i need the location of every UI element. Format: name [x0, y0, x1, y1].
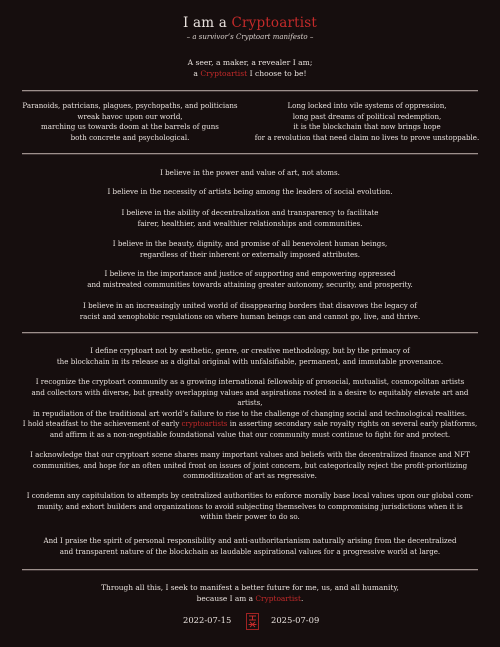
statement-condemn [22, 491, 478, 523]
statement-line: I recognize the cryptoart community as a growing international fellowship of prosocial, mutualist, cosmopolitan artists [35, 377, 465, 386]
intro-line-2 [0, 68, 500, 79]
belief-line: I believe in the necessity of artists being among the leaders of social evolution. [107, 187, 393, 196]
statement-line: And I praise the spirit of personal responsibility and anti-authoritarianism naturally arising from the decentralized [43, 536, 457, 545]
statement-define [30, 346, 470, 367]
belief-line: I believe in the beauty, dignity, and promise of all benevolent human beings, [112, 239, 388, 248]
divider [22, 153, 478, 155]
title-prefix: I am a [182, 15, 232, 31]
statement-line: and transparent nature of the blockchain as laudable aspirational values for a progressive world at large. [59, 546, 441, 556]
statement-line: and affirm it as a non-negotiable foundational value that our community must continue to fight for and protect. [49, 429, 451, 439]
left-verse-line: marching us towards doom at the barrels of guns [41, 122, 219, 132]
page-title [0, 15, 500, 31]
statement-acknowledge [22, 450, 478, 482]
belief-line: I believe in the ability of decentralization and transparency to facilitate [121, 208, 379, 217]
statement-line: and collectors with diverse, but greatly overlapping values and aspirations rooted in a desire to equitably elevate art and artists, [31, 387, 469, 408]
belief-empowering-oppressed [30, 269, 470, 290]
statement-line: within their power to do so. [200, 512, 300, 522]
belief-art-value [30, 168, 470, 179]
belief-line: and mistreated communities towards attaining greater autonomy, security, and prosperity. [87, 279, 413, 289]
statement-line: I acknowledge that our cryptoart scene shares many important values and beliefs with the decentralized finance and NFT [30, 450, 470, 459]
closing-text: . [300, 594, 304, 603]
red-seal-stamp-icon [246, 613, 259, 630]
closing-line-1: Through all this, I seek to manifest a better future for me, us, and all humanity, [101, 583, 399, 592]
belief-line: racist and xenophobic regulations on where human beings can and cannot go, live, and thrive. [79, 311, 421, 321]
right-verse-line: it is the blockchain that now brings hope [293, 122, 441, 132]
left-verse-line: Paranoids, patricians, plagues, psychopaths, and politicians [22, 101, 238, 110]
statement-line [18, 419, 482, 430]
belief-artists-leaders [30, 187, 470, 198]
belief-line: regardless of their inherent or externally imposed attributes. [139, 249, 361, 259]
end-date: 2025-07-09 [271, 615, 320, 625]
statement-text: in asserting secondary sale royalty rights on several early platforms, [227, 419, 478, 428]
intro-line-1: A seer, a maker, a revealer I am; [187, 58, 313, 67]
statement-line: I condemn any capitulation to attempts by centralized authorities to enforce morally base local values upon our global com- [26, 491, 474, 500]
left-verse-line: both concrete and psychological. [70, 133, 190, 143]
statement-highlight: cryptoartists [181, 419, 228, 428]
statement-line: munity, and exhort builders and organizations to avoid subjecting themselves to compromising jurisdictions when it is [37, 501, 463, 511]
start-date: 2022-07-15 [183, 615, 232, 625]
right-verse-line: Long locked into vile systems of oppression, [287, 101, 447, 110]
title-highlight: Cryptoartist [231, 15, 318, 31]
closing [30, 582, 470, 604]
belief-human-dignity [30, 239, 470, 260]
statement-line: commoditization of art as regressive. [183, 471, 317, 481]
belief-united-world [30, 301, 470, 322]
intro-line-2-highlight: Cryptoartist [200, 69, 248, 78]
statement-line: in repudiation of the traditional art world’s failure to rise to the challenge of changing social and technological realities. [33, 408, 467, 418]
statement-text: I hold steadfast to the achievement of early [22, 419, 182, 428]
left-verse-line: wreak havoc upon our world, [77, 111, 183, 121]
belief-decentralization [30, 208, 470, 229]
date-range [0, 613, 500, 629]
statement-line: I define cryptoart not by æsthetic, genre, or creative methodology, but by the primacy of [90, 346, 410, 355]
right-verse-line: for a revolution that need claim no lives to prove unstoppable. [254, 133, 480, 143]
statement-recognize [18, 377, 482, 419]
closing-text: because I am a [196, 594, 256, 603]
belief-line: I believe in the importance and justice of supporting and empowering oppressed [104, 269, 396, 278]
statement-praise [30, 536, 470, 557]
left-verse [12, 101, 248, 144]
two-column-verse [0, 101, 500, 145]
belief-line: fairer, healthier, and wealthier relationships and communities. [137, 218, 363, 228]
intro-verse [0, 57, 500, 79]
belief-line: I believe in an increasingly united world of disappearing borders that disavows the legacy of [83, 301, 417, 310]
statement-line: the blockchain in its release as a digital original with unfalsifiable, permanent, and immutable provenance. [56, 356, 444, 366]
statement-steadfast [18, 419, 482, 440]
closing-highlight: Cryptoartist [255, 594, 301, 603]
divider [22, 569, 478, 571]
right-verse [246, 101, 488, 144]
belief-line: I believe in the power and value of art, not atoms. [160, 168, 340, 177]
divider [22, 90, 478, 92]
intro-line-2-suffix: I choose to be! [247, 69, 307, 78]
statement-line: communities, and hope for an often united front on issues of joint concern, but categorically reject the profit-prioritizing [32, 460, 468, 470]
divider [22, 332, 478, 334]
closing-line-2 [30, 593, 470, 604]
subtitle: – a survivor’s Cryptoart manifesto – [186, 33, 314, 41]
right-verse-line: long past dreams of political redemption, [292, 111, 442, 121]
intro-line-2-prefix: a [193, 69, 201, 78]
